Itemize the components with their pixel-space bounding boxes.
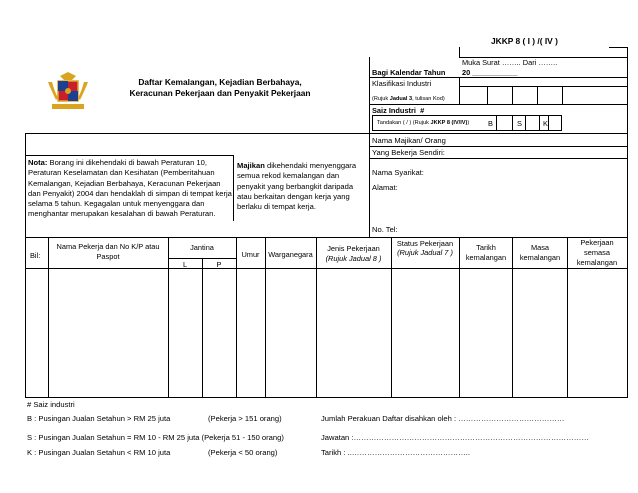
crest-logo <box>42 72 94 114</box>
rule <box>25 155 233 156</box>
verified-by[interactable]: Jumlah Perakuan Daftar disahkan oleh : …………………………………… <box>321 414 565 423</box>
col-age: Umur <box>241 250 260 259</box>
col-employee-name: Nama Pekerja dan No K/P atau Paspot <box>56 242 160 261</box>
crest-icon <box>42 72 94 114</box>
company-name-label: Nama Syarikat: <box>372 168 424 177</box>
rule <box>369 77 627 78</box>
position-field[interactable]: Jawatan :………………………………………………………………………………… <box>321 433 589 442</box>
rule <box>459 47 460 57</box>
rule <box>369 146 627 147</box>
title-line-1: Daftar Kemalangan, Kejadian Berbahaya, <box>138 77 302 87</box>
col-injury-type: Jenis Pekerjaan <box>327 244 380 253</box>
industry-class-input[interactable] <box>459 86 627 104</box>
size-k-label: K <box>543 119 548 128</box>
rule <box>233 155 234 221</box>
industry-class-ref: (Rujuk Jadual 3, tulisan Kod) <box>372 96 445 102</box>
industry-size-label: Saiz Industri # <box>372 106 425 115</box>
size-row-b: B : Pusingan Jualan Setahun > RM 25 juta <box>27 414 171 423</box>
col-gender-p: P <box>216 260 222 269</box>
col-status: Status Pekerjaan <box>396 239 454 248</box>
size-s-checkbox[interactable] <box>525 116 540 130</box>
note-text: Nota: Borang ini dikehendaki di bawah Peraturan 10, Peraturan Keselamatan dan Kesihatan (Pemberitahuan Kemalangan, Kejadian Berbahaya, Keracunan Pekerjaan dan Penyakit) 2004 dan hendaklah di simpan di tempat kerja selama 5 tahun. Kegagalan untuk menyenggara dan menghantar merupakan kesalahan di bawah Peraturan. <box>28 158 232 219</box>
calendar-value[interactable]: 20 ___________ <box>462 68 518 77</box>
size-k-checkbox[interactable] <box>548 116 562 130</box>
size-s-label: S <box>517 119 522 128</box>
size-row-k: K : Pusingan Jualan Setahun < RM 10 juta <box>27 448 171 457</box>
rule <box>25 133 627 134</box>
address-input[interactable] <box>369 158 627 222</box>
col-accident-date: Tarikh kemalangan <box>465 243 507 262</box>
col-status-ref: (Rujuk Jadual 7 ) <box>397 248 453 257</box>
mark-note: Tandakan ( / ) (Rujuk JKKP 8 (IV/IV)) <box>377 120 470 126</box>
table-body[interactable] <box>26 269 627 397</box>
rule <box>369 104 627 105</box>
date-field[interactable]: Tarikh : ..……………………………………….. <box>321 448 470 457</box>
size-row-s: S : Pusingan Jualan Setahun = RM 10 - RM 25 juta (Pekerja 51 - 150 orang) <box>27 433 284 442</box>
rule <box>168 258 236 259</box>
employer-note-text: Majikan dikehendaki menyenggara semua rekod kemalangan dan penyakit yang berbangkit daripada atau berkaitan dengan kerja yang berlaku di tempat kerja. <box>237 161 357 212</box>
address-label: Alamat: <box>372 183 398 192</box>
size-b-label: B <box>488 119 493 128</box>
col-job-during-accident: Pekerjaan semasa kemalangan <box>576 238 618 267</box>
industry-class-label: Klasifikasi Industri <box>372 79 432 88</box>
phone-label: No. Tel: <box>372 225 398 234</box>
employer-name-label: Nama Majikan/ Orang <box>372 136 446 145</box>
table-bottom <box>25 397 628 398</box>
col-accident-time: Masa kemalangan <box>519 243 561 262</box>
size-row-k-workers: (Pekerja < 50 orang) <box>208 448 278 457</box>
col-gender-l: L <box>182 260 188 269</box>
col-nationality: Warganegara <box>268 250 313 259</box>
size-b-checkbox[interactable] <box>496 116 513 130</box>
size-heading: # Saiz industri <box>27 400 75 409</box>
self-employed-label: Yang Bekerja Sendiri: <box>372 148 445 157</box>
col-injury-ref: (Rujuk Jadual 8 ) <box>325 254 382 263</box>
size-row-b-workers: (Pekerja > 151 orang) <box>208 414 282 423</box>
col-gender: Jantina <box>190 243 214 252</box>
col-bil: Bil: <box>30 251 41 260</box>
title-line-2: Keracunan Pekerjaan dan Penyakit Pekerjaan <box>129 88 311 98</box>
form-code: JKKP 8 ( I ) /( IV ) <box>491 36 558 46</box>
frame-right <box>627 47 628 397</box>
page-of: Muka Surat …….. Dari …….. <box>462 58 558 67</box>
rule <box>25 237 627 238</box>
top-right-rule <box>609 47 627 48</box>
calendar-label: Bagi Kalendar Tahun <box>372 68 446 77</box>
